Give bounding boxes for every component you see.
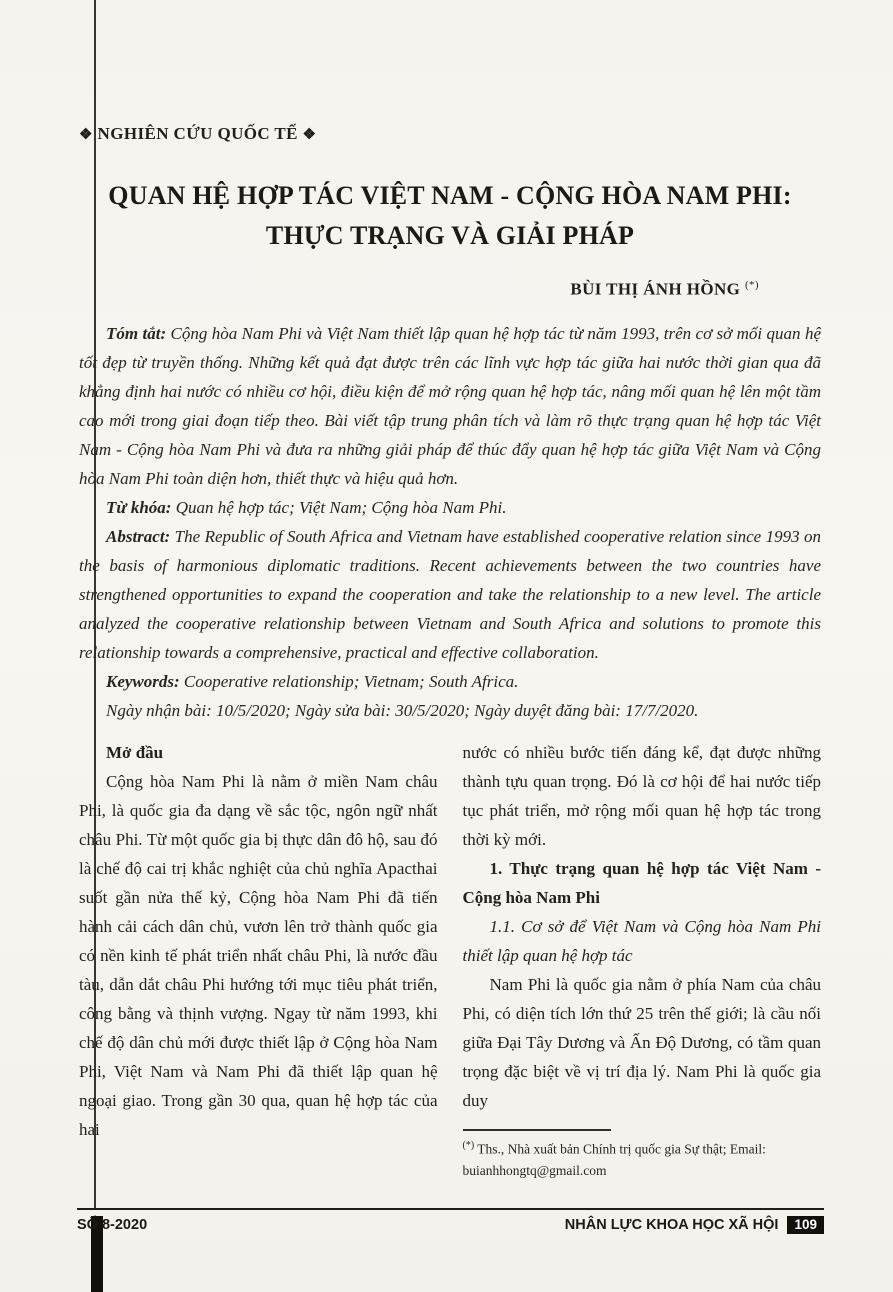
abstract-vi-text: Cộng hòa Nam Phi và Việt Nam thiết lập quan hệ hợp tác từ năm 1993, trên cơ sở mối quan hệ tốt đẹp từ truyền thống. Những kết quả đạt được trên các lĩnh vực hợp tác giữa hai nước thời gian qua đã khẳng định hai nước có nhiều cơ hội, điều kiện để mở rộng quan hệ hợp tác, nâng mối quan hệ lên một tầm cao mới trong giai đoạn tiếp theo. Bài viết tập trung phân tích và làm rõ thực trạng quan hệ hợp tác Việt Nam - Cộng hòa Nam Phi và đưa ra những giải pháp để thúc đẩy quan hệ hợp tác giữa Việt Nam và Cộng hòa Nam Phi toàn diện hơn, thiết thực và hiệu quả hơn.: [79, 324, 821, 489]
abstract-en-text: The Republic of South Africa and Vietnam have established cooperative relation since 1993 on the basis of harmonious diplomatic traditions. Recent achievements between the two countries have strengthened opportunities to expand the cooperation and take the relationship to a new level. The article analyzed the cooperative relationship between Vietnam and South Africa and solutions to promote this relationship towards a comprehensive, practical and effective collaboration.: [79, 527, 821, 663]
article-title-line2: THỰC TRẠNG VÀ GIẢI PHÁP: [265, 221, 635, 251]
keywords-vi-label: Từ khóa:: [106, 498, 172, 518]
keywords-en-text: Cooperative relationship; Vietnam; South Africa.: [179, 672, 519, 692]
section-1-1-heading: 1.1. Cơ sở để Việt Nam và Cộng hòa Nam Phi thiết lập quan hệ hợp tác: [462, 917, 821, 966]
footnote: [463, 1129, 822, 1182]
front-matter: [79, 319, 821, 725]
column-right: [463, 738, 822, 1182]
abstract-vi-paragraph: [79, 319, 821, 493]
footer-right-group: [565, 1216, 824, 1234]
page-number-badge: 109: [787, 1216, 824, 1234]
footer-rule: [77, 1208, 824, 1210]
column-left: [79, 738, 438, 1182]
continuation-paragraph: nước có nhiều bước tiến đáng kể, đạt được những thành tựu quan trọng. Đó là cơ hội để hai nước tiếp tục phát triển, mở rộng mối quan hệ hợp tác trong thời kỳ mới.: [462, 743, 821, 850]
section-rubric: [79, 124, 821, 144]
page-footer: [77, 1216, 824, 1234]
footnote-text: [463, 1138, 822, 1182]
article-body: [79, 738, 821, 1182]
author-name: BÙI THỊ ÁNH HỒNG: [570, 279, 741, 299]
page-content: [79, 0, 821, 1182]
article-dates: Ngày nhận bài: 10/5/2020; Ngày sửa bài: 30/5/2020; Ngày duyệt đăng bài: 17/7/2020.: [106, 701, 699, 721]
abstract-vi-label: Tóm tắt:: [106, 324, 167, 344]
section-1-heading: 1. Thực trạng quan hệ hợp tác Việt Nam - Cộng hòa Nam Phi: [462, 859, 821, 908]
footnote-mark: (*): [462, 1140, 475, 1152]
keywords-vi-text: Quan hệ hợp tác; Việt Nam; Cộng hòa Nam Phi.: [171, 498, 507, 518]
author-byline: [79, 279, 821, 300]
section-rubric-label: NGHIÊN CỨU QUỐC TẾ: [97, 124, 298, 143]
footnote-body: Ths., Nhà xuất bản Chính trị quốc gia Sự thật; Email: buianhhongtq@gmail.com: [462, 1141, 766, 1179]
footnote-separator: [463, 1129, 611, 1131]
author-footnote-mark: (*): [744, 278, 759, 291]
abstract-en-paragraph: [79, 522, 821, 667]
abstract-en-label: Abstract:: [106, 527, 171, 547]
intro-heading: Mở đầu: [106, 743, 164, 763]
article-title: [79, 176, 821, 257]
issue-label: SỐ 8-2020: [77, 1217, 148, 1233]
diamond-icon: ❖: [79, 127, 93, 143]
keywords-en-label: Keywords:: [106, 672, 180, 692]
keywords-en-paragraph: [79, 667, 821, 696]
journal-name: NHÂN LỰC KHOA HỌC XÃ HỘI: [564, 1217, 779, 1233]
section-1-1-paragraph: Nam Phi là quốc gia nằm ở phía Nam của châu Phi, có diện tích lớn thứ 25 trên thế giới; là cầu nối giữa Đại Tây Dương và Ấn Độ Dương, có tầm quan trọng đặc biệt về vị trí địa lý. Nam Phi là quốc gia duy: [462, 975, 821, 1111]
article-title-line1: QUAN HỆ HỢP TÁC VIỆT NAM - CỘNG HÒA NAM PHI:: [108, 181, 792, 210]
keywords-vi-paragraph: [79, 493, 821, 522]
diamond-icon: ❖: [302, 127, 317, 143]
intro-paragraph: Cộng hòa Nam Phi là nằm ở miền Nam châu Phi, là quốc gia đa dạng về sắc tộc, ngôn ngữ nhất châu Phi. Từ một quốc gia bị thực dân đô hộ, sau đó là chế độ cai trị khắc nghiệt của chủ nghĩa Apacthai suốt gần nửa thế kỷ, Cộng hòa Nam Phi đã tiến hành cải cách dân chủ, vươn lên trở thành quốc gia có nền kinh tế phát triển nhất châu Phi, là nước đầu tàu, dẫn dắt châu Phi hướng tới mục tiêu phát triển, công bằng và thịnh vượng. Ngay từ năm 1993, khi chế độ dân chủ mới được thiết lập ở Cộng hòa Nam Phi, Việt Nam và Nam Phi đã thiết lập quan hệ ngoại giao. Trong gần 30 qua, quan hệ hợp tác của hai: [79, 772, 438, 1140]
